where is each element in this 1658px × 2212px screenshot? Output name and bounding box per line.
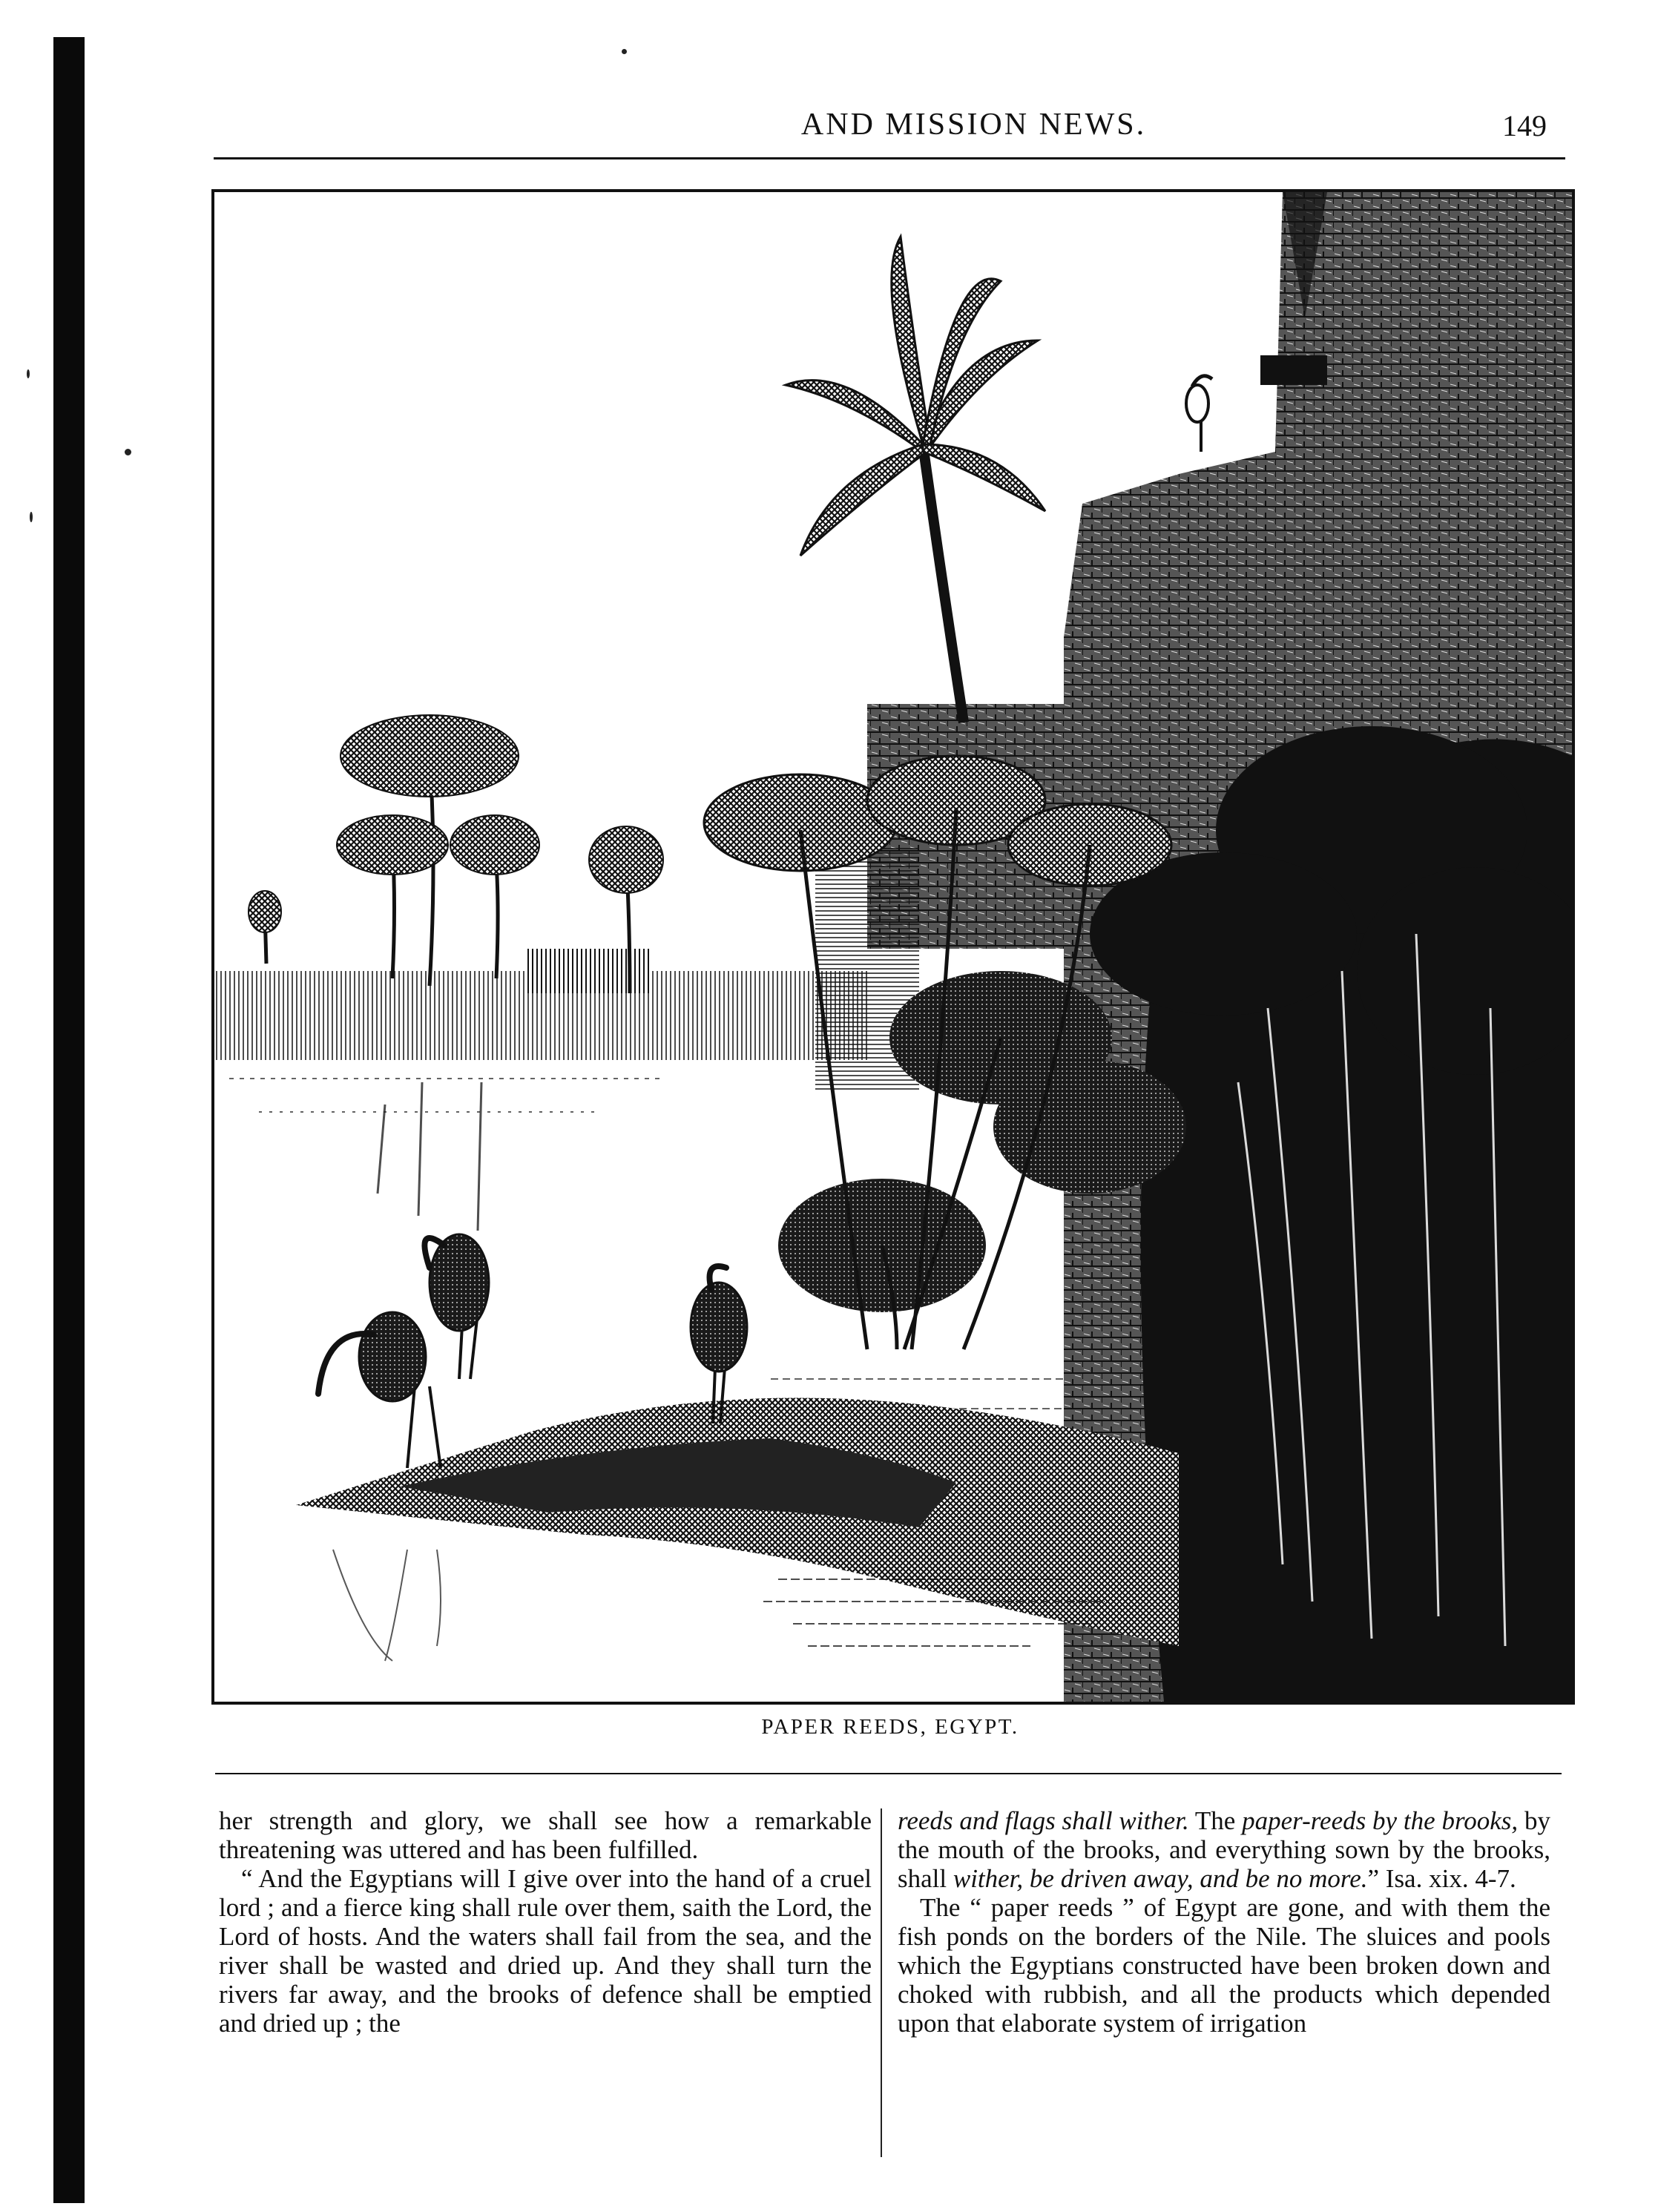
figure-caption: PAPER REEDS, EGYPT. — [761, 1715, 1019, 1739]
left-column — [219, 1806, 872, 2038]
text-run: by the mouth of the brooks, and everything sown by the brooks, shall — [898, 1806, 1550, 1893]
scan-speck — [27, 369, 30, 378]
scripture-reference: ” Isa. xix. 4-7. — [1367, 1864, 1516, 1893]
binding-edge — [53, 37, 85, 2203]
scan-speck — [622, 49, 627, 54]
engraving-nile-papyrus-ibis-icon — [214, 192, 1572, 1702]
paragraph — [898, 1806, 1550, 1893]
text-run: The — [1188, 1806, 1243, 1835]
running-title: AND MISSION NEWS. — [800, 108, 1147, 142]
right-column — [898, 1806, 1550, 2038]
caption-rule — [215, 1773, 1562, 1774]
italic-text: wither, be driven away, and be no more. — [953, 1864, 1368, 1893]
italic-text: paper-reeds by the brooks, — [1242, 1806, 1519, 1835]
header-rule — [214, 157, 1565, 159]
scan-speck — [30, 512, 33, 522]
scan-speck — [125, 449, 131, 455]
column-divider — [881, 1808, 882, 2157]
italic-text: reeds and flags shall wither. — [898, 1806, 1189, 1835]
page-number: 149 — [1502, 109, 1547, 142]
running-head — [215, 107, 1562, 151]
paragraph: “ And the Egyptians will I give over into the hand of a cruel lord ; and a fierce king shall rule over them, saith the Lord, the Lord of hosts. And the waters shall fail from the sea, and the river shall be wasted and dried up. And they shall turn the rivers far away, and the brooks of defence shall be emptied and dried up ; the — [219, 1864, 872, 2038]
paragraph: her strength and glory, we shall see how a remarkable threatening was uttered and has been fulfilled. — [219, 1806, 872, 1864]
illustration-frame — [211, 189, 1575, 1705]
paragraph: The “ paper reeds ” of Egypt are gone, and with them the fish ponds on the borders of the Nile. The sluices and pools which the Egyptians constructed have been broken down and choked with rubbish, and all the products which depended upon that elaborate system of irrigation — [898, 1893, 1550, 2038]
